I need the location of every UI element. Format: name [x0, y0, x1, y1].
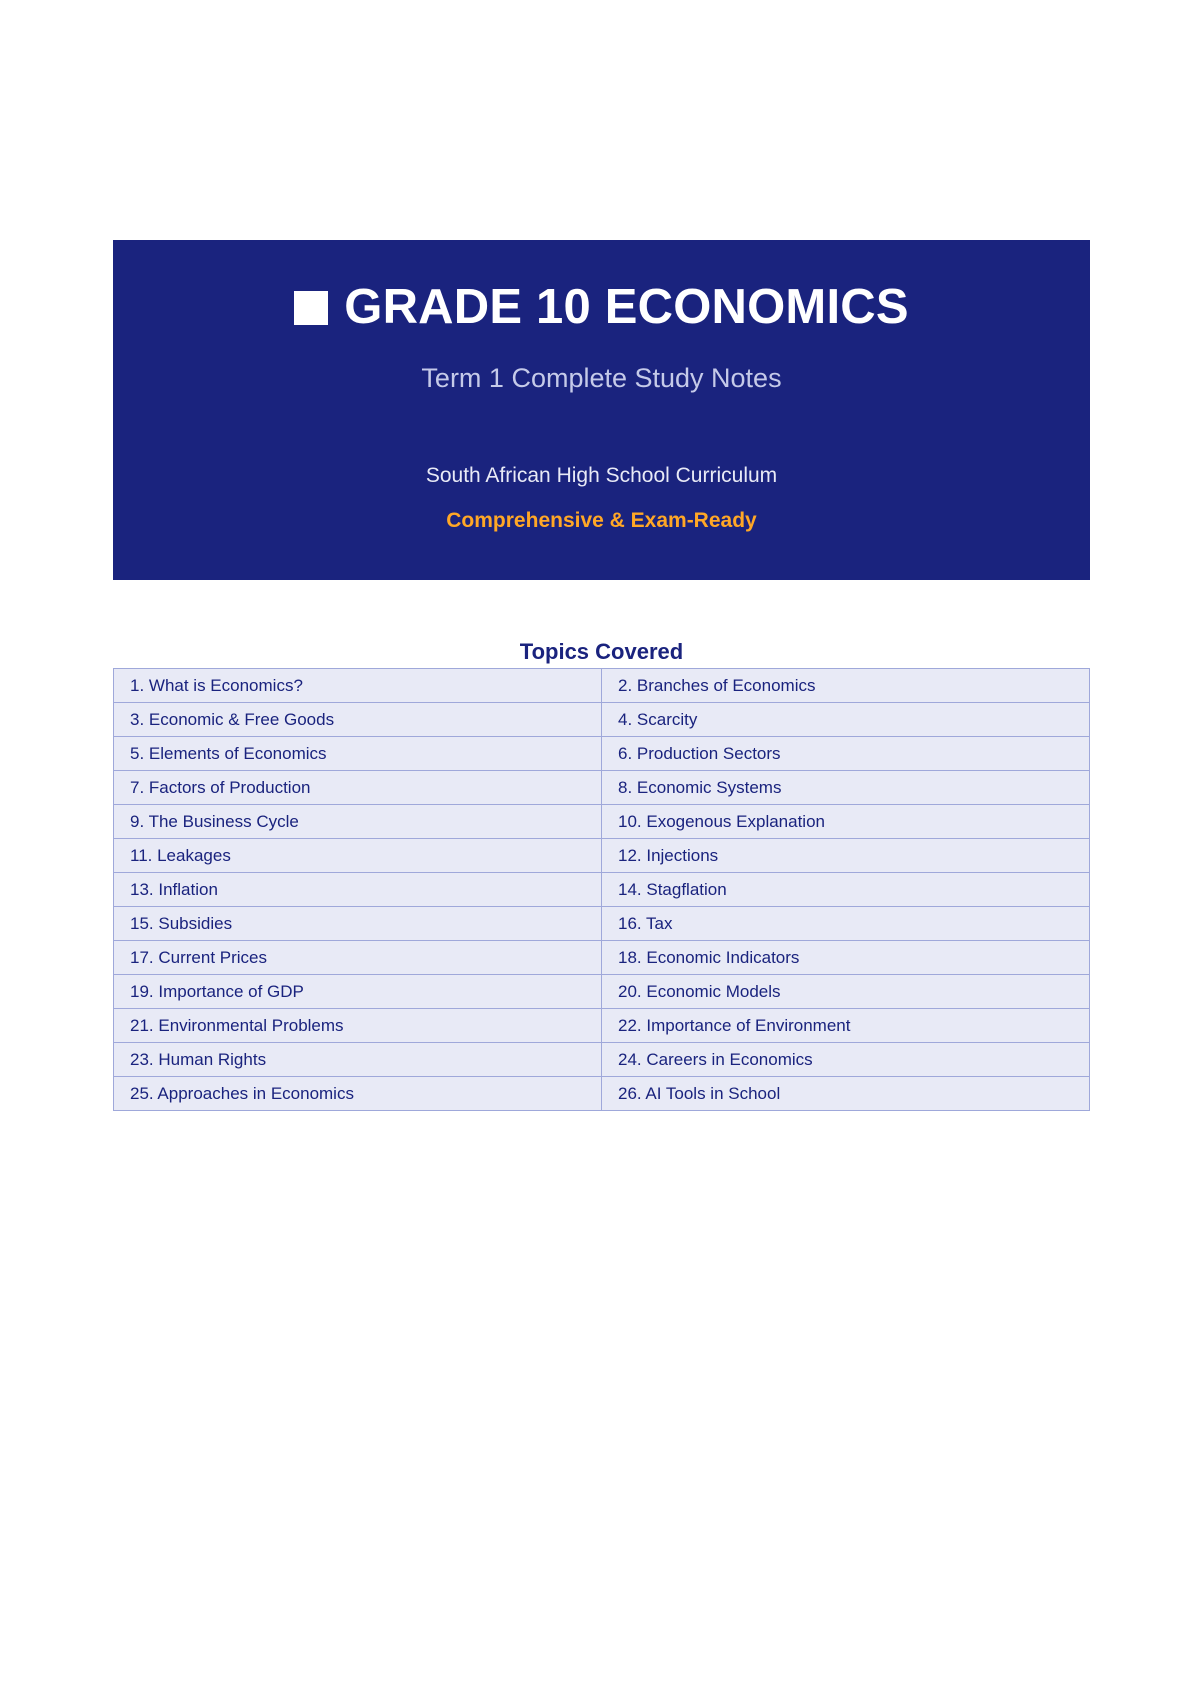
topics-table [113, 668, 1090, 1111]
table-row [114, 1009, 1090, 1043]
topic-cell: 21. Environmental Problems [114, 1009, 602, 1043]
topic-cell: 14. Stagflation [602, 873, 1090, 907]
topic-cell: 9. The Business Cycle [114, 805, 602, 839]
table-row [114, 703, 1090, 737]
topic-cell: 1. What is Economics? [114, 669, 602, 703]
table-row [114, 975, 1090, 1009]
topic-cell: 2. Branches of Economics [602, 669, 1090, 703]
title-banner [113, 240, 1090, 580]
topic-cell: 6. Production Sectors [602, 737, 1090, 771]
topic-cell: 24. Careers in Economics [602, 1043, 1090, 1077]
topic-cell: 26. AI Tools in School [602, 1077, 1090, 1111]
curriculum-label: South African High School Curriculum [425, 464, 778, 487]
tagline: Comprehensive & Exam-Ready [446, 509, 757, 532]
topic-cell: 25. Approaches in Economics [114, 1077, 602, 1111]
topic-cell: 12. Injections [602, 839, 1090, 873]
table-row [114, 907, 1090, 941]
topic-cell: 16. Tax [602, 907, 1090, 941]
topic-cell: 23. Human Rights [114, 1043, 602, 1077]
table-row [114, 839, 1090, 873]
topic-cell: 15. Subsidies [114, 907, 602, 941]
topic-cell: 3. Economic & Free Goods [114, 703, 602, 737]
topic-cell: 10. Exogenous Explanation [602, 805, 1090, 839]
page-title-text: GRADE 10 ECONOMICS [344, 280, 909, 334]
topic-cell: 22. Importance of Environment [602, 1009, 1090, 1043]
topic-cell: 20. Economic Models [602, 975, 1090, 1009]
topic-cell: 13. Inflation [114, 873, 602, 907]
table-row [114, 873, 1090, 907]
table-row [114, 669, 1090, 703]
table-row [114, 1077, 1090, 1111]
topic-cell: 7. Factors of Production [114, 771, 602, 805]
topic-cell: 17. Current Prices [114, 941, 602, 975]
topic-cell: 4. Scarcity [602, 703, 1090, 737]
topic-cell: 8. Economic Systems [602, 771, 1090, 805]
table-row [114, 1043, 1090, 1077]
table-row [114, 771, 1090, 805]
page-title [113, 280, 1090, 334]
topic-cell: 5. Elements of Economics [114, 737, 602, 771]
topic-cell: 18. Economic Indicators [602, 941, 1090, 975]
table-row [114, 737, 1090, 771]
topic-cell: 11. Leakages [114, 839, 602, 873]
page-subtitle: Term 1 Complete Study Notes [421, 363, 782, 393]
table-row [114, 941, 1090, 975]
topics-heading: Topics Covered [519, 639, 684, 664]
black-square-icon [294, 291, 328, 325]
topic-cell: 19. Importance of GDP [114, 975, 602, 1009]
table-row [114, 805, 1090, 839]
